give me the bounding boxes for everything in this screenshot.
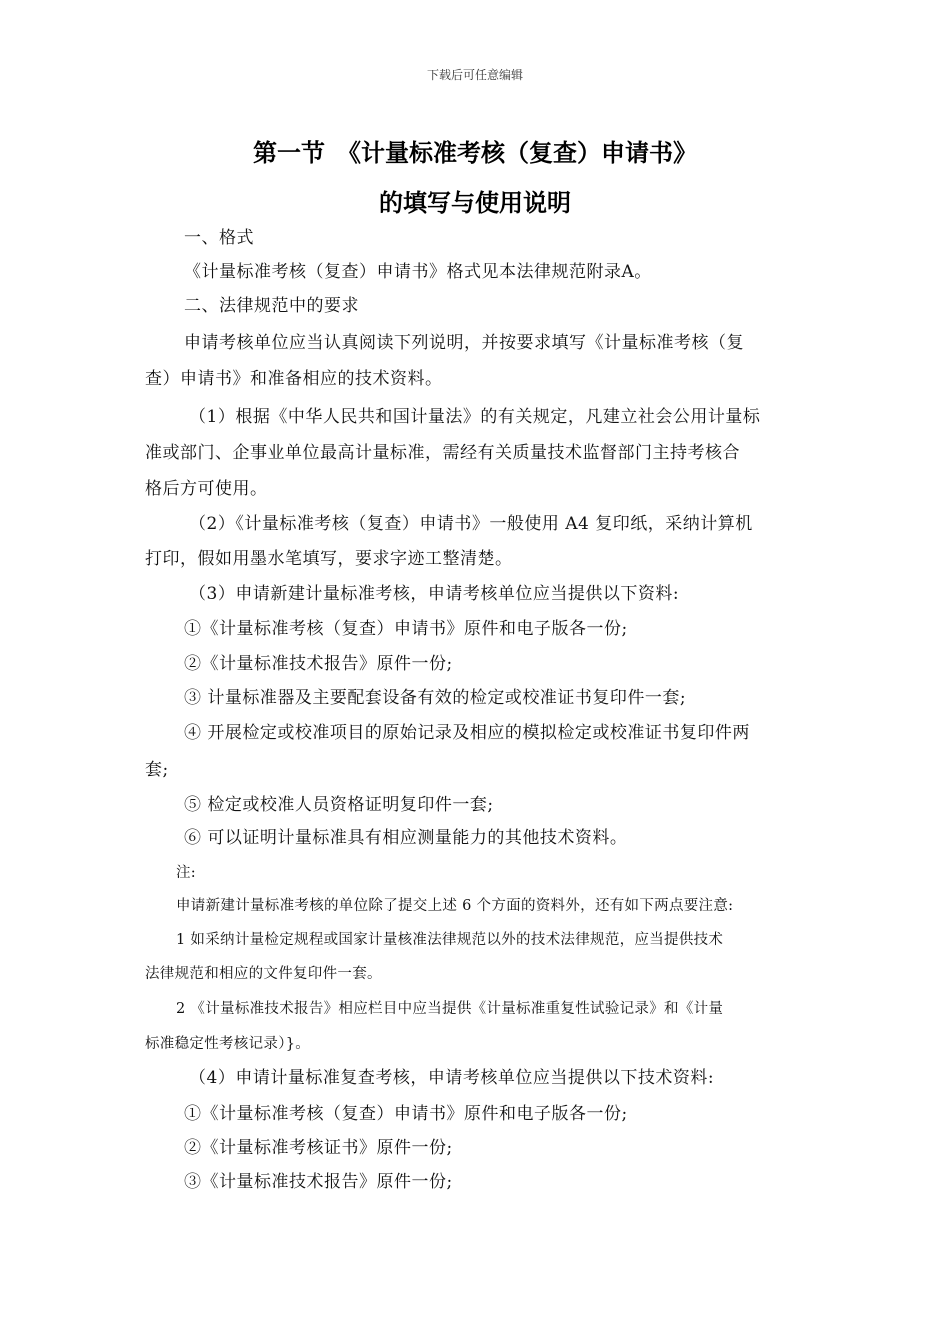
paragraph-line: 《计量标准考核（复查）申请书》格式见本法律规范附录A。 — [184, 262, 652, 282]
paragraph-line: （3）申请新建计量标准考核，申请考核单位应当提供以下资料: — [189, 584, 680, 604]
list-item: ②《计量标准考核证书》原件一份; — [184, 1138, 453, 1158]
list-item: ②《计量标准技术报告》原件一份; — [184, 654, 453, 674]
list-item: ③《计量标准技术报告》原件一份; — [184, 1172, 453, 1192]
note-line: 1 如采纳计量检定规程或国家计量核准法律规范以外的技术法律规范，应当提供技术 — [176, 932, 724, 948]
note-line: 法律规范和相应的文件复印件一套。 — [145, 966, 382, 982]
list-item: ⑤ 检定或校准人员资格证明复印件一套; — [184, 795, 494, 815]
note-line: 申请新建计量标准考核的单位除了提交上述 6 个方面的资料外，还有如下两点要注意: — [176, 898, 734, 914]
list-item: ⑥ 可以证明计量标准具有相应测量能力的其他技术资料。 — [184, 828, 628, 848]
paragraph-line: 打印，假如用墨水笔填写，要求字迹工整清楚。 — [145, 549, 513, 569]
list-item: ④ 开展检定或校准项目的原始记录及相应的模拟检定或校准证书复印件两 — [184, 723, 750, 743]
section-title-line-1: 第一节 《计量标准考核（复查）申请书》 — [253, 139, 697, 167]
note-line: 标准稳定性考核记录）}。 — [145, 1036, 311, 1052]
header-note: 下载后可任意编辑 — [426, 68, 523, 82]
paragraph-line: （1）根据《中华人民共和国计量法》的有关规定，凡建立社会公用计量标 — [189, 407, 761, 427]
heading-requirements: 二、法律规范中的要求 — [184, 296, 359, 316]
paragraph-line: （4）申请计量标准复查考核，申请考核单位应当提供以下技术资料: — [189, 1068, 715, 1088]
note-label: 注: — [176, 865, 196, 881]
list-item: ③ 计量标准器及主要配套设备有效的检定或校准证书复印件一套; — [184, 688, 687, 708]
note-line: 2 《计量标准技术报告》相应栏目中应当提供《计量标准重复性试验记录》和《计量 — [176, 1001, 724, 1017]
list-item: ①《计量标准考核（复查）申请书》原件和电子版各一份; — [184, 619, 628, 639]
heading-format: 一、格式 — [184, 228, 254, 248]
paragraph-line: 查）申请书》和准备相应的技术资料。 — [145, 369, 443, 389]
list-item: ①《计量标准考核（复查）申请书》原件和电子版各一份; — [184, 1104, 628, 1124]
paragraph-line: 准或部门、企事业单位最高计量标准，需经有关质量技术监督部门主持考核合 — [145, 443, 740, 463]
section-title-line-2: 的填写与使用说明 — [379, 189, 571, 217]
paragraph-line: 格后方可使用。 — [145, 479, 268, 499]
list-item-continuation: 套; — [145, 760, 169, 780]
paragraph-line: 申请考核单位应当认真阅读下列说明，并按要求填写《计量标准考核（复 — [184, 333, 744, 353]
paragraph-line: （2）《计量标准考核（复查）申请书》一般使用 A4 复印纸，采纳计算机 — [189, 514, 753, 534]
